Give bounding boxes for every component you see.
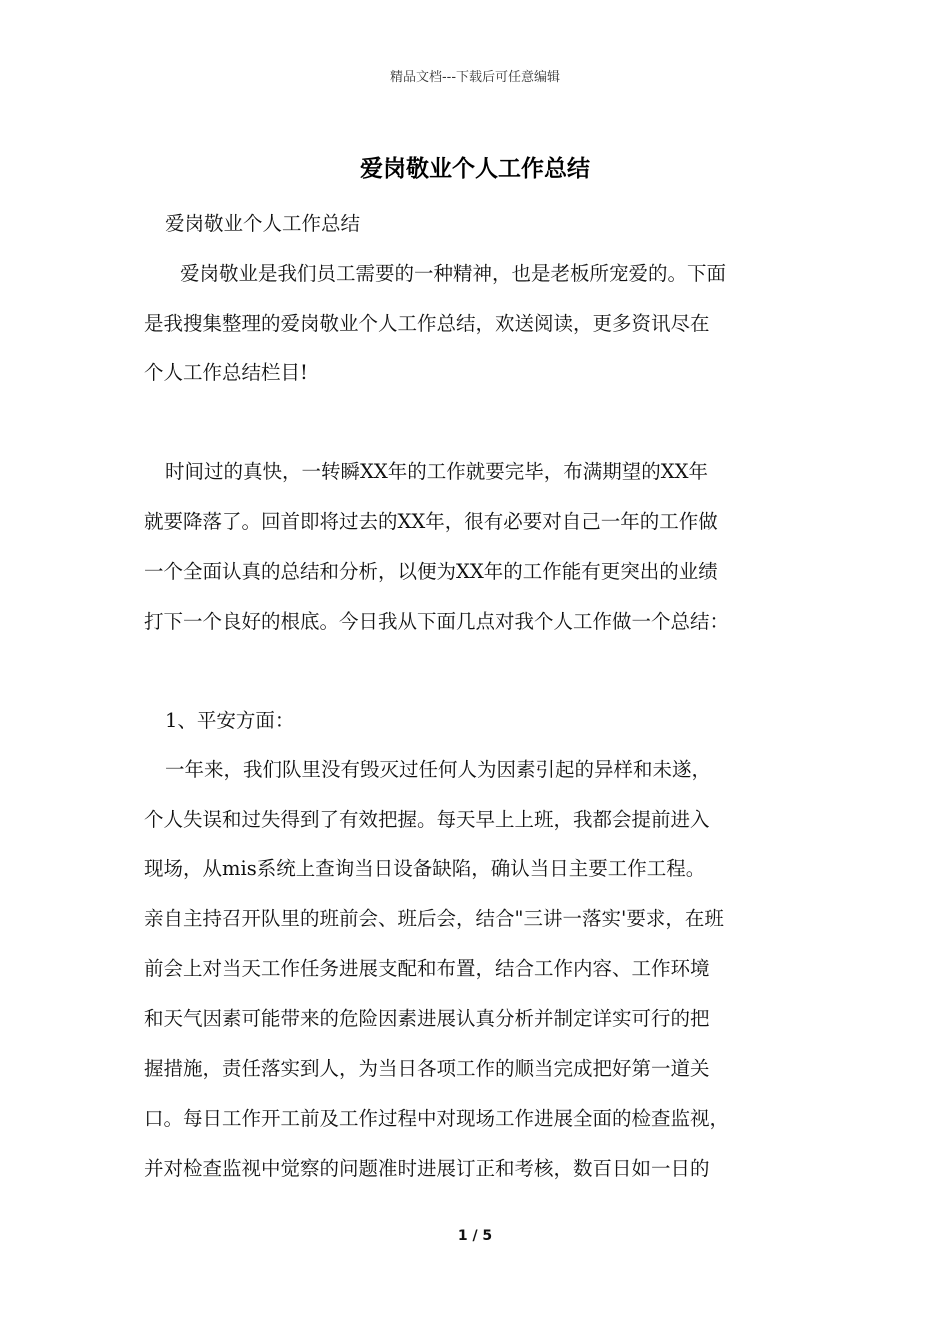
body-line: 前会上对当天工作任务进展支配和布置，结合工作内容、工作环境	[144, 957, 710, 980]
body-line: 并对检查监视中觉察的问题准时进展订正和考核，数百日如一日的	[144, 1157, 710, 1180]
subtitle-line: 爱岗敬业个人工作总结	[165, 212, 361, 235]
body-line: 亲自主持召开队里的班前会、班后会，结合"三讲一落实'要求，在班	[144, 907, 724, 930]
body-line: 握措施，责任落实到人，为当日各项工作的顺当完成把好第一道关	[144, 1057, 710, 1080]
body-line: 时间过的真快，一转瞬XX年的工作就要完毕，布满期望的XX年	[165, 460, 709, 483]
body-line: 现场，从mis系统上查询当日设备缺陷，确认当日主要工作工程。	[144, 857, 706, 880]
body-line: 打下一个良好的根底。今日我从下面几点对我个人工作做一个总结：	[144, 610, 730, 633]
section-heading: 1、平安方面：	[165, 709, 295, 732]
body-line: 就要降落了。回首即将过去的XX年，很有必要对自己一年的工作做	[144, 510, 718, 533]
body-line: 和天气因素可能带来的危险因素进展认真分析并制定详实可行的把	[144, 1007, 710, 1030]
page-header: 精品文档---下载后可任意编辑	[389, 70, 561, 85]
body-line: 一个全面认真的总结和分析，以便为XX年的工作能有更突出的业绩	[144, 560, 718, 583]
body-line: 爱岗敬业是我们员工需要的一种精神，也是老板所宠爱的。下面	[180, 262, 727, 285]
body-line: 个人工作总结栏目!	[144, 361, 308, 384]
body-line: 个人失误和过失得到了有效把握。每天早上上班，我都会提前进入	[144, 808, 710, 831]
page-number: 1 / 5	[457, 1228, 493, 1244]
body-line: 是我搜集整理的爱岗敬业个人工作总结，欢送阅读，更多资讯尽在	[144, 312, 710, 335]
document-title: 爱岗敬业个人工作总结	[360, 155, 590, 182]
body-line: 口。每日工作开工前及工作过程中对现场工作进展全面的检查监视，	[144, 1107, 730, 1130]
body-line: 一年来，我们队里没有毁灭过任何人为因素引起的异样和未遂，	[165, 758, 712, 781]
